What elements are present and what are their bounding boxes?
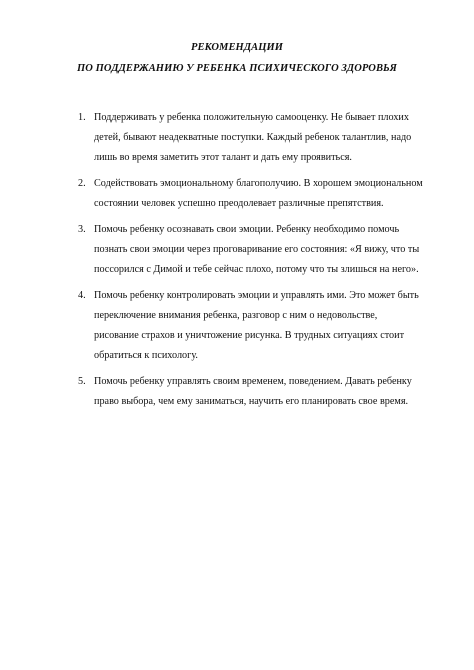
list-item bbox=[78, 174, 424, 214]
list-item-text: Помочь ребенку управлять своим временем, поведением. Давать ребенку право выбора, чем ему заниматься, научить его планировать свое время. bbox=[94, 376, 412, 407]
list-item bbox=[78, 372, 424, 412]
list-item-number: 2. bbox=[78, 178, 86, 189]
list-item-text: Помочь ребенку контролировать эмоции и управлять ими. Это может быть переключение внимания ребенка, разговор с ним о недовольстве, рисование страхов и уничтожение рисунка. В трудных ситуациях стоит обратиться к психологу. bbox=[94, 290, 419, 361]
document-title: РЕКОМЕНДАЦИИ bbox=[190, 42, 283, 53]
list-item-text: Содействовать эмоциональному благополучию. В хорошем эмоциональном состоянии человек успешно преодолевает различные препятствия. bbox=[94, 178, 423, 209]
list-item-text: Помочь ребенку осознавать свои эмоции. Ребенку необходимо помочь познать свои эмоции через проговаривание его состояния: «Я вижу, что ты поссорился с Димой и тебе сейчас плохо, потому что ты злишься на него». bbox=[94, 224, 420, 275]
list-item bbox=[78, 286, 424, 366]
list-item-text: Поддерживать у ребенка положительную самооценку. Не бывает плохих детей, бывают неадекватные поступки. Каждый ребенок талантлив, надо лишь во время заметить этот талант и дать ему проявиться. bbox=[94, 112, 412, 163]
list-item-number: 3. bbox=[78, 224, 86, 235]
document-subtitle: ПО ПОДДЕРЖАНИЮ У РЕБЕНКА ПСИХИЧЕСКОГО ЗДОРОВЬЯ bbox=[76, 63, 397, 74]
list-item bbox=[78, 108, 424, 168]
list-item-number: 1. bbox=[78, 112, 86, 123]
list-item bbox=[78, 220, 424, 280]
list-item-number: 5. bbox=[78, 376, 86, 387]
recommendations-list bbox=[78, 108, 424, 418]
list-item-number: 4. bbox=[78, 290, 86, 301]
